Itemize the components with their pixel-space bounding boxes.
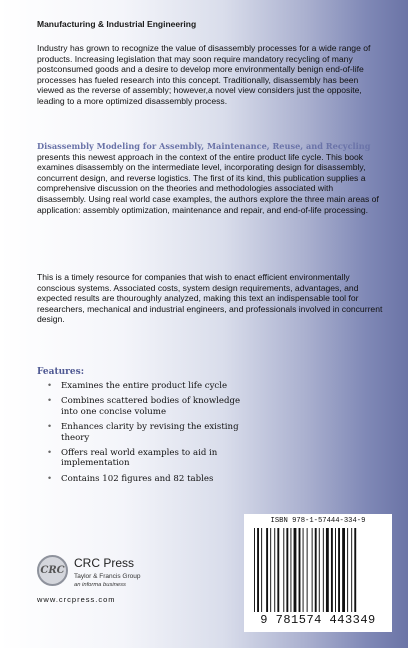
features-list bbox=[45, 381, 255, 489]
bullet-icon: • bbox=[47, 422, 53, 433]
logo-text: CRC bbox=[40, 565, 65, 576]
publisher-group: Taylor & Francis Group bbox=[74, 573, 141, 580]
bullet-icon: • bbox=[47, 448, 53, 459]
publisher-website: www.crcpress.com bbox=[37, 595, 116, 604]
publisher-note: an informa business bbox=[74, 582, 126, 588]
paragraph-2-text: presents this newest approach in the context of the entire product life cycle. This book examines disassembly on the intermediate level, incorporating design for disassembly, concurrent design, and reverse logistics. The first of its kind, this publication supplies a comprehensive discussion on the theories and methodologies associated with disassembly. Using real world case examples, the authors explore the three main areas of application: assembly optimization, maintenance and repair, and end-of-life processing. bbox=[37, 151, 379, 215]
bullet-icon: • bbox=[47, 381, 53, 391]
isbn-label: ISBN 978-1-57444-334-9 bbox=[270, 517, 366, 525]
barcode-area bbox=[244, 514, 392, 632]
barcode-image bbox=[254, 528, 382, 612]
description-paragraph-3: This is a timely resource for companies that wish to enact efficient environmentally conscious systems. Associated costs, system design requirements, advantages, and expected results are thouroughly analyzed, making this text an indispensable tool for researchers, mechanical and industrial engineers, and professionals involved in concurrent design. bbox=[37, 272, 383, 325]
description-paragraph-1: Industry has grown to recognize the value of disassembly processes for a wide range of products. Increasing legislation that may soon require mandatory recycling of many postconsumed goods and a desire to develop more environmentally benign end-of-life processes has fueled research into this concept. Traditionally, disassembly has been viewed as the reverse of assembly; however,a novel view considers just the opposite, leading to a more optimized disassembly process. bbox=[37, 43, 371, 106]
category-label: Manufacturing & Industrial Engineering bbox=[37, 19, 197, 29]
feature-item: • Enhances clarity by revising the existing theory bbox=[47, 422, 239, 443]
feature-item: • Examines the entire product life cycle bbox=[47, 381, 228, 391]
description-paragraph-2 bbox=[37, 141, 383, 215]
feature-item: • Contains 102 figures and 82 tables bbox=[47, 473, 214, 484]
feature-item: • Offers real world examples to aid in implementation bbox=[47, 448, 218, 469]
bullet-icon: • bbox=[47, 396, 53, 407]
feature-item: • Combines scattered bodies of knowledge into one concise volume bbox=[47, 396, 241, 417]
publisher-name: CRC Press bbox=[74, 556, 135, 570]
features-heading: Features: bbox=[37, 367, 85, 377]
barcode-digits: 9 781574 443349 bbox=[260, 613, 376, 627]
crc-press-logo bbox=[37, 555, 68, 586]
bullet-icon: • bbox=[47, 473, 53, 484]
book-title-inline: Disassembly Modeling for Assembly, Maintenance, Reuse, and Recycling bbox=[37, 141, 371, 151]
